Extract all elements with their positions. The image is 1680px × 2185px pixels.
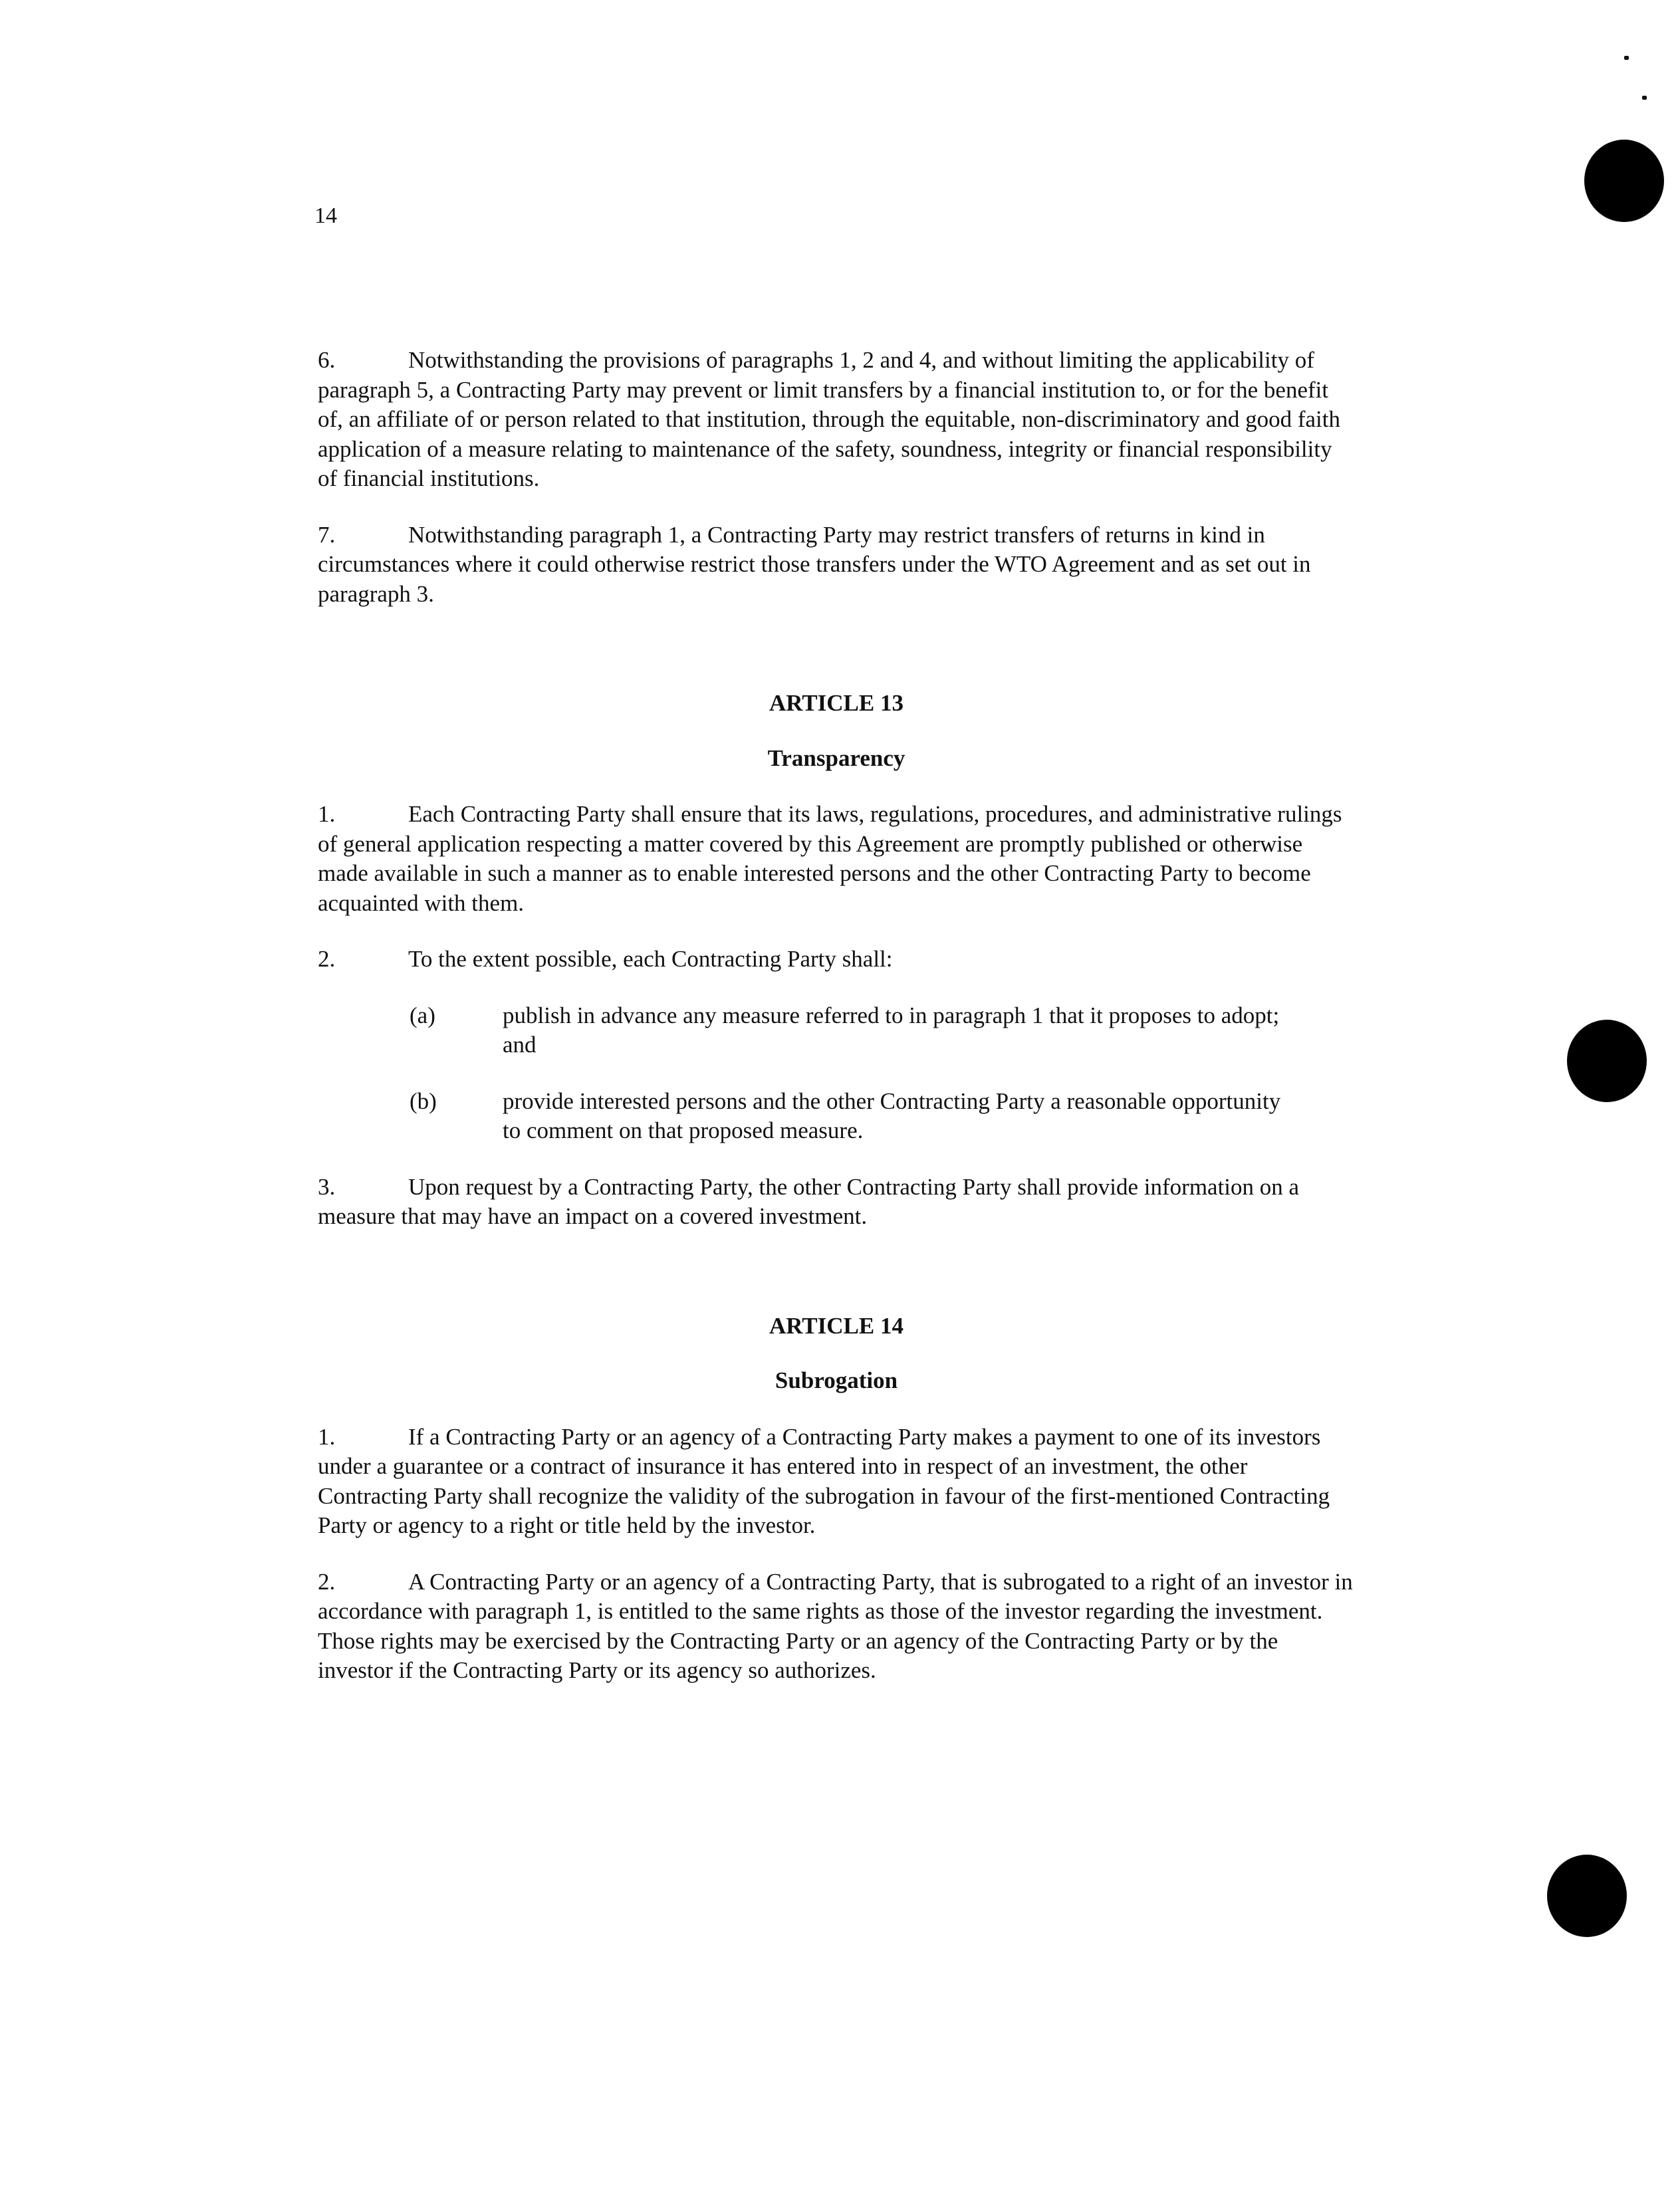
article-13-paragraph-2 (318, 945, 1355, 975)
paragraph-number: 1. (318, 1423, 336, 1450)
article-14 (318, 1312, 1355, 1686)
paragraph-text: Upon request by a Contracting Party, the other Contracting Party shall provide information on a measure that may have an impact on a covered investment. (318, 1173, 1300, 1229)
paragraph-number: 2. (318, 1568, 336, 1595)
subparagraph-a (318, 1001, 1355, 1060)
page-number: 14 (314, 203, 337, 228)
article-heading: ARTICLE 14 (769, 1312, 903, 1339)
paragraph-number: 1. (318, 801, 336, 827)
paragraph-text: Notwithstanding paragraph 1, a Contracting Party may restrict transfers of returns in kind in circumstances where it could otherwise restrict those transfers under the WTO Agreement and as set out in paragraph 3. (318, 521, 1311, 607)
paragraph-text: A Contracting Party or an agency of a Contracting Party, that is subrogated to a right of an investor in accordance with paragraph 1, is entitled to the same rights as those of the investor regarding the investment. Those rights may be exercised by the Contracting Party or an agency of the Contracting Party or by the investor if the Contracting Party or its agency so authorizes. (318, 1568, 1353, 1683)
article-13-paragraph-1 (318, 800, 1355, 918)
article-title: Subrogation (775, 1367, 898, 1393)
punch-hole-top (1584, 140, 1664, 222)
article-heading: ARTICLE 13 (769, 690, 903, 716)
scan-speck (1642, 96, 1647, 100)
paragraph-7 (318, 520, 1355, 610)
scan-speck (1624, 56, 1629, 60)
punch-hole-middle (1567, 1020, 1647, 1102)
punch-hole-bottom (1547, 1855, 1627, 1937)
article-title: Transparency (767, 745, 905, 771)
paragraph-number: 3. (318, 1173, 336, 1200)
article-13-paragraph-3 (318, 1173, 1355, 1232)
paragraph-text: To the extent possible, each Contracting Party shall: (408, 946, 893, 972)
paragraph-number: 2. (318, 946, 336, 972)
paragraph-number: 7. (318, 521, 336, 548)
article-14-paragraph-2 (318, 1567, 1355, 1686)
subparagraph-label: (a) (410, 1002, 435, 1028)
subparagraph-text: provide interested persons and the other Contracting Party a reasonable opportunity to comment on that proposed measure. (503, 1088, 1281, 1143)
paragraph-text: If a Contracting Party or an agency of a Contracting Party makes a payment to one of its investors under a guarantee or a contract of insurance it has entered into in respect of an investment, the other Contracting Party shall recognize the validity of the subrogation in favour of the first-mentioned Contracting Party or agency to a right or title held by the investor. (318, 1423, 1330, 1538)
subparagraph-text: publish in advance any measure referred to in paragraph 1 that it proposes to adopt; and (503, 1002, 1280, 1058)
paragraph-number: 6. (318, 347, 336, 373)
article-13 (318, 689, 1355, 1232)
paragraph-text: Notwithstanding the provisions of paragraphs 1, 2 and 4, and without limiting the applicability of paragraph 5, a Contracting Party may prevent or limit transfers by a financial institution to, or for the benefit of, an affiliate of or person related to that institution, through the equitable, non-discriminatory and good faith application of a measure relating to maintenance of the safety, soundness, integrity or financial responsibility of financial institutions. (318, 347, 1340, 491)
article-14-paragraph-1 (318, 1423, 1355, 1541)
subparagraph-b (318, 1087, 1355, 1146)
document-body (318, 346, 1355, 1712)
subparagraph-label: (b) (410, 1088, 437, 1114)
paragraph-6 (318, 346, 1355, 494)
paragraph-text: Each Contracting Party shall ensure that its laws, regulations, procedures, and administrative rulings of general application respecting a matter covered by this Agreement are promptly published or otherwise made available in such a manner as to enable interested persons and the other Contracting Party to become acquainted with them. (318, 801, 1342, 916)
